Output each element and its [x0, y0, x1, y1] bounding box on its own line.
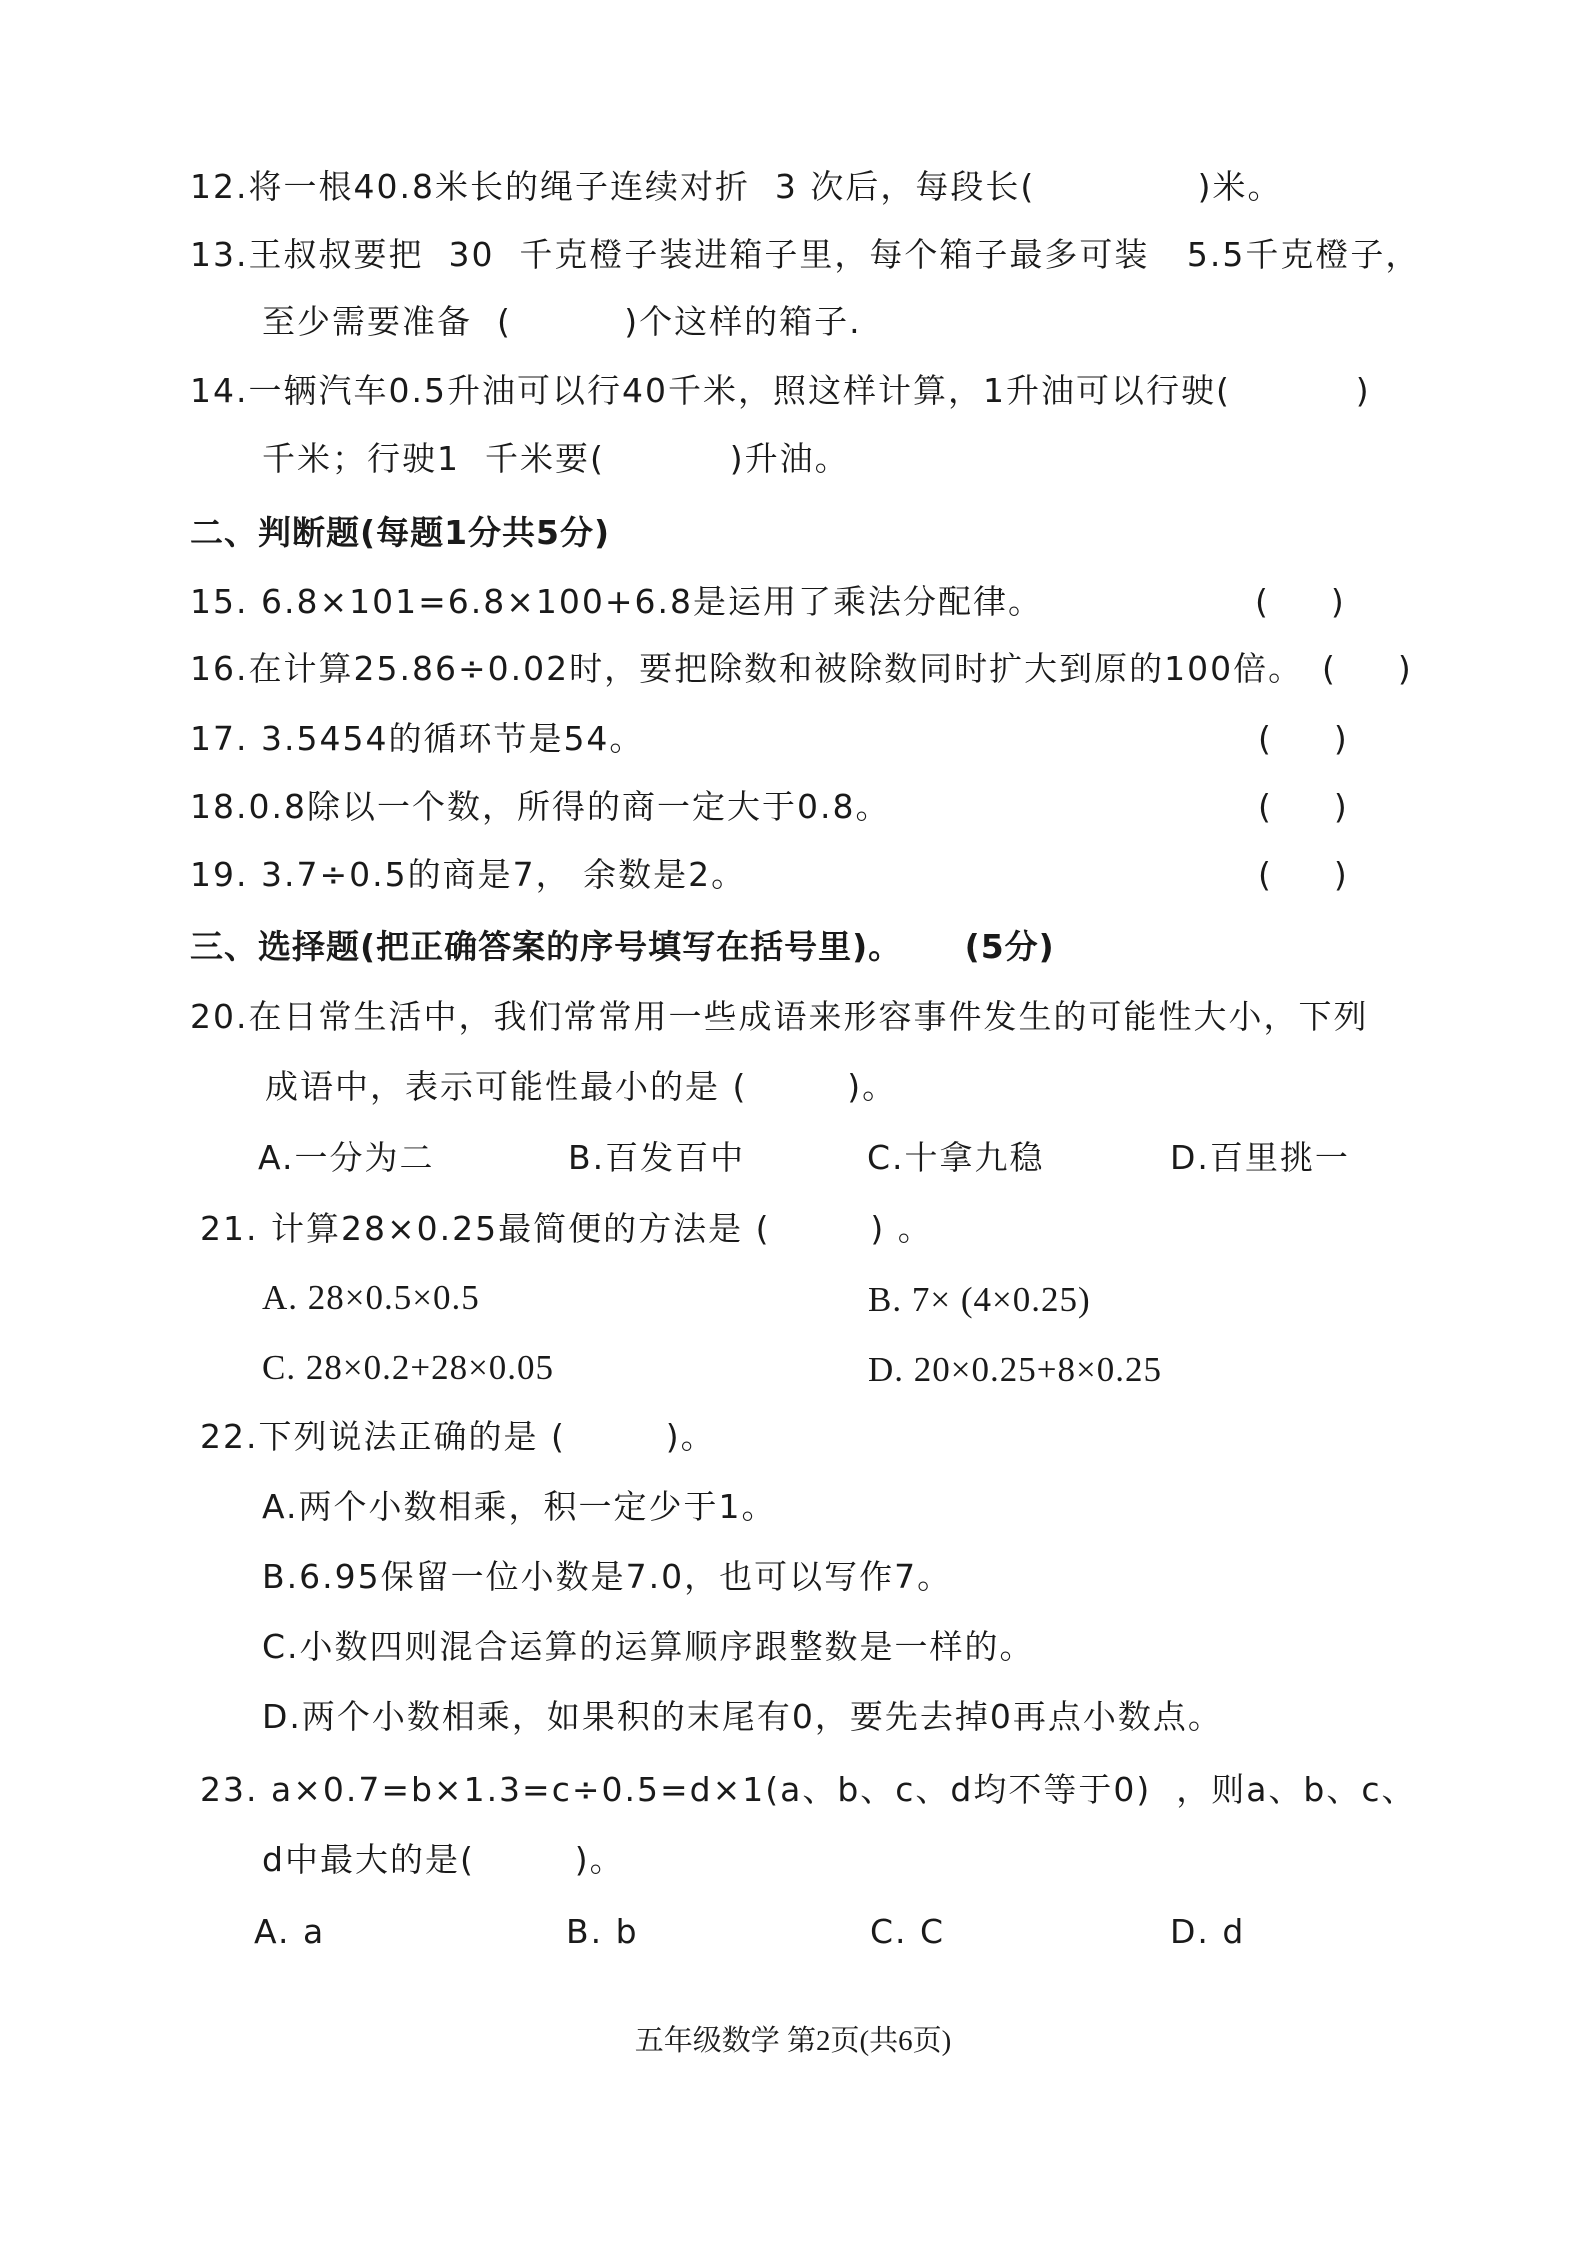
question-21-option-a: A. 28×0.5×0.5 [262, 1278, 480, 1317]
section-2-heading: 二、判断题(每题1分共5分) [190, 513, 611, 552]
question-14-line-2: 千米；行驶1 千米要( )升油。 [262, 439, 850, 478]
judge-answer-paren: ( ) [1255, 582, 1344, 621]
question-20-line-2: 成语中，表示可能性最小的是 ( )。 [265, 1067, 898, 1106]
question-22-option-d: D.两个小数相乘，如果积的末尾有0，要先去掉0再点小数点。 [262, 1697, 1223, 1736]
question-21-option-b: B. 7× (4×0.25) [868, 1280, 1091, 1319]
question-23-option-c: C. C [870, 1912, 946, 1951]
question-21-option-d: D. 20×0.25+8×0.25 [868, 1350, 1162, 1389]
judge-item: 18.0.8除以一个数，所得的商一定大于0.8。 [190, 787, 891, 826]
question-23-option-d: D. d [1170, 1912, 1246, 1951]
question-21-stem: 21. 计算28×0.25最简便的方法是 ( ) 。 [200, 1209, 933, 1248]
judge-item: 15. 6.8×101=6.8×100+6.8是运用了乘法分配律。 [190, 582, 1043, 621]
question-13-line-1: 13.王叔叔要把 30 千克橙子装进箱子里，每个箱子最多可装 5.5千克橙子， [190, 235, 1421, 274]
judge-item: 19. 3.7÷0.5的商是7， 余数是2。 [190, 855, 747, 894]
question-20-option-d: D.百里挑一 [1170, 1138, 1350, 1177]
judge-item: 16.在计算25.86÷0.02时，要把除数和被除数同时扩大到原的100倍。 [190, 649, 1304, 688]
question-22-stem: 22.下列说法正确的是 ( )。 [200, 1417, 716, 1456]
judge-answer-paren: ( ) [1258, 787, 1347, 826]
question-13-line-2: 至少需要准备 ( )个这样的箱子. [262, 302, 862, 341]
judge-answer-paren: ( ) [1322, 649, 1411, 688]
question-20-option-c: C.十拿九稳 [867, 1138, 1045, 1177]
question-23-option-b: B. b [566, 1912, 639, 1951]
question-22-option-a: A.两个小数相乘，积一定少于1。 [262, 1487, 777, 1526]
question-20-line-1: 20.在日常生活中，我们常常用一些成语来形容事件发生的可能性大小，下列 [190, 997, 1369, 1036]
question-14-line-1: 14.一辆汽车0.5升油可以行40千米，照这样计算，1升油可以行驶( ) [190, 371, 1371, 410]
question-12: 12.将一根40.8米长的绳子连续对折 3 次后，每段长( )米。 [190, 167, 1283, 206]
question-23-line-2: d中最大的是( )。 [262, 1840, 625, 1879]
question-20-option-b: B.百发百中 [568, 1138, 746, 1177]
question-22-option-b: B.6.95保留一位小数是7.0，也可以写作7。 [262, 1557, 953, 1596]
page-footer: 五年级数学 第2页(共6页) [634, 2025, 952, 2057]
judge-answer-paren: ( ) [1258, 855, 1347, 894]
section-3-heading: 三、选择题(把正确答案的序号填写在括号里)。 (5分) [190, 927, 1055, 966]
question-22-option-c: C.小数四则混合运算的运算顺序跟整数是一样的。 [262, 1627, 1035, 1666]
judge-item: 17. 3.5454的循环节是54。 [190, 719, 645, 758]
question-21-option-c: C. 28×0.2+28×0.05 [262, 1348, 555, 1387]
question-20-option-a: A.一分为二 [258, 1138, 435, 1177]
question-23-option-a: A. a [254, 1912, 326, 1951]
question-23-line-1: 23. a×0.7=b×1.3=c÷0.5=d×1(a、b、c、d均不等于0) ，则a、b、c、 [200, 1770, 1417, 1809]
judge-answer-paren: ( ) [1258, 719, 1347, 758]
